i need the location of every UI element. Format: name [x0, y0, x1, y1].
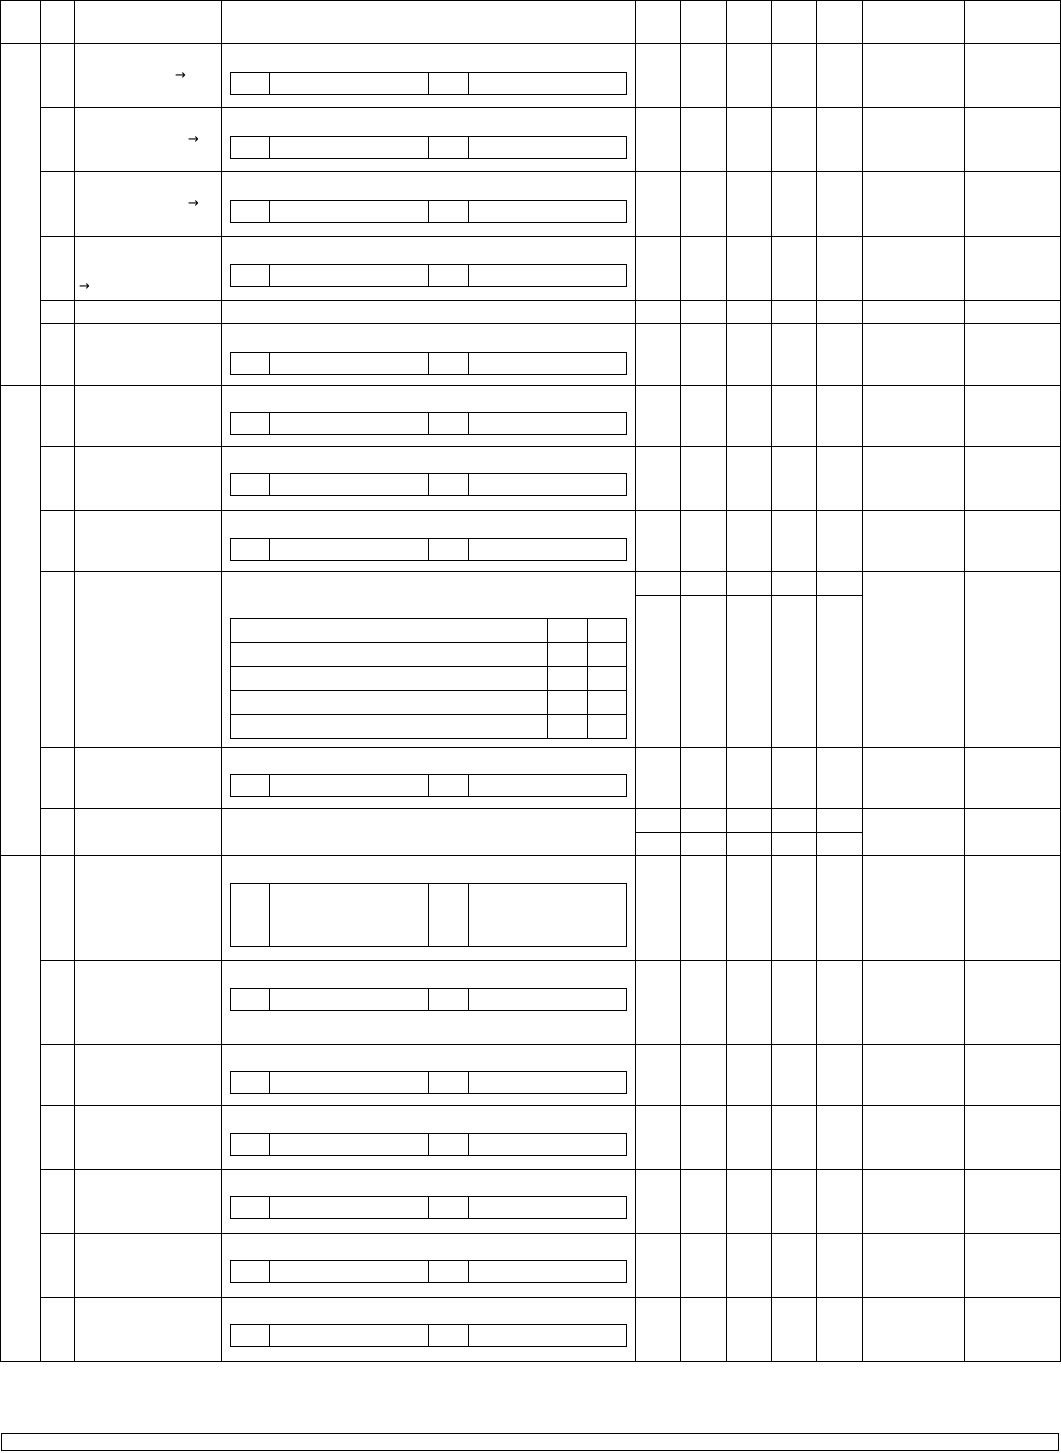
- rating-subrow-separator: [635, 595, 863, 596]
- entry-box-divider: [468, 412, 469, 435]
- entry-box-divider: [269, 473, 270, 496]
- entry-box-divider: [428, 352, 429, 375]
- column-divider-8: [816, 0, 817, 1362]
- row-separator: [40, 107, 1061, 108]
- row-separator: [40, 1297, 1061, 1298]
- row-separator: [40, 300, 1061, 301]
- row-separator: [40, 747, 1061, 748]
- entry-box-divider: [428, 883, 429, 947]
- row-separator: [40, 236, 1061, 237]
- sub-table: [230, 618, 627, 739]
- section-separator: [0, 385, 1061, 386]
- row-separator: [40, 171, 1061, 172]
- sub-table-row-separator: [230, 690, 627, 691]
- entry-box-divider: [468, 1196, 469, 1219]
- entry-box-divider: [468, 136, 469, 159]
- entry-box-divider: [269, 200, 270, 223]
- frame-top-border: [0, 0, 1061, 1]
- sub-table-row-separator: [230, 666, 627, 667]
- entry-box-divider: [269, 1071, 270, 1094]
- entry-box-divider: [269, 1196, 270, 1219]
- entry-box-divider: [468, 264, 469, 287]
- entry-box-divider: [269, 1260, 270, 1283]
- column-divider-6: [726, 0, 727, 1362]
- row-separator: [40, 808, 1061, 809]
- frame-left-border: [0, 0, 1, 1362]
- entry-box-divider: [428, 1071, 429, 1094]
- entry-box-divider: [269, 136, 270, 159]
- sub-table-column-divider: [547, 618, 548, 739]
- row-separator: [40, 571, 1061, 572]
- footer-bar: [1, 1433, 1059, 1451]
- row-separator: [40, 1044, 1061, 1045]
- column-divider-7: [771, 0, 772, 1362]
- entry-box-divider: [269, 1133, 270, 1156]
- arrow-icon: →: [79, 279, 90, 294]
- arrow-icon: →: [188, 132, 199, 147]
- entry-box-divider: [468, 988, 469, 1011]
- entry-box-divider: [468, 1260, 469, 1283]
- entry-box-divider: [468, 473, 469, 496]
- entry-box-divider: [428, 200, 429, 223]
- entry-box-divider: [468, 1133, 469, 1156]
- row-separator: [40, 446, 1061, 447]
- entry-box-divider: [269, 264, 270, 287]
- column-divider-1: [40, 0, 41, 1362]
- entry-box-divider: [428, 72, 429, 95]
- entry-box-divider: [468, 1324, 469, 1347]
- entry-box-divider: [468, 200, 469, 223]
- entry-box-divider: [468, 72, 469, 95]
- entry-box-divider: [428, 1260, 429, 1283]
- row-separator: [40, 323, 1061, 324]
- column-divider-10: [964, 0, 965, 1362]
- frame-bottom-border: [0, 1361, 1061, 1362]
- row-separator: [40, 1169, 1061, 1170]
- entry-box-divider: [269, 412, 270, 435]
- arrow-icon: →: [175, 68, 186, 83]
- entry-box-divider: [269, 883, 270, 947]
- entry-box-divider: [428, 774, 429, 797]
- entry-box-divider: [428, 538, 429, 561]
- entry-box-divider: [269, 774, 270, 797]
- column-divider-9: [862, 0, 863, 1362]
- column-divider-2: [74, 0, 75, 1362]
- header-bottom-border: [0, 43, 1061, 44]
- column-divider-3: [221, 0, 222, 1362]
- entry-box-divider: [428, 988, 429, 1011]
- entry-box-divider: [269, 1324, 270, 1347]
- sub-table-row-separator: [230, 714, 627, 715]
- row-separator: [40, 960, 1061, 961]
- column-divider-4: [635, 0, 636, 1362]
- section-separator: [0, 855, 1061, 856]
- rating-subrow-separator: [635, 832, 863, 833]
- entry-box-divider: [468, 538, 469, 561]
- entry-box-divider: [428, 1324, 429, 1347]
- entry-box-divider: [428, 136, 429, 159]
- entry-box-divider: [468, 774, 469, 797]
- entry-box-divider: [468, 1071, 469, 1094]
- entry-box-divider: [269, 988, 270, 1011]
- arrow-icon: →: [188, 196, 199, 211]
- column-divider-5: [680, 0, 681, 1362]
- entry-box-divider: [269, 538, 270, 561]
- entry-box-divider: [428, 473, 429, 496]
- entry-box-divider: [428, 412, 429, 435]
- row-separator: [40, 510, 1061, 511]
- entry-box-divider: [468, 883, 469, 947]
- entry-box-divider: [269, 72, 270, 95]
- row-separator: [40, 1105, 1061, 1106]
- sub-table-row-separator: [230, 642, 627, 643]
- entry-box-divider: [468, 352, 469, 375]
- sub-table-column-divider: [587, 618, 588, 739]
- entry-box-divider: [428, 1196, 429, 1219]
- row-separator: [40, 1233, 1061, 1234]
- entry-box-divider: [428, 1133, 429, 1156]
- entry-box-divider: [428, 264, 429, 287]
- entry-box-divider: [269, 352, 270, 375]
